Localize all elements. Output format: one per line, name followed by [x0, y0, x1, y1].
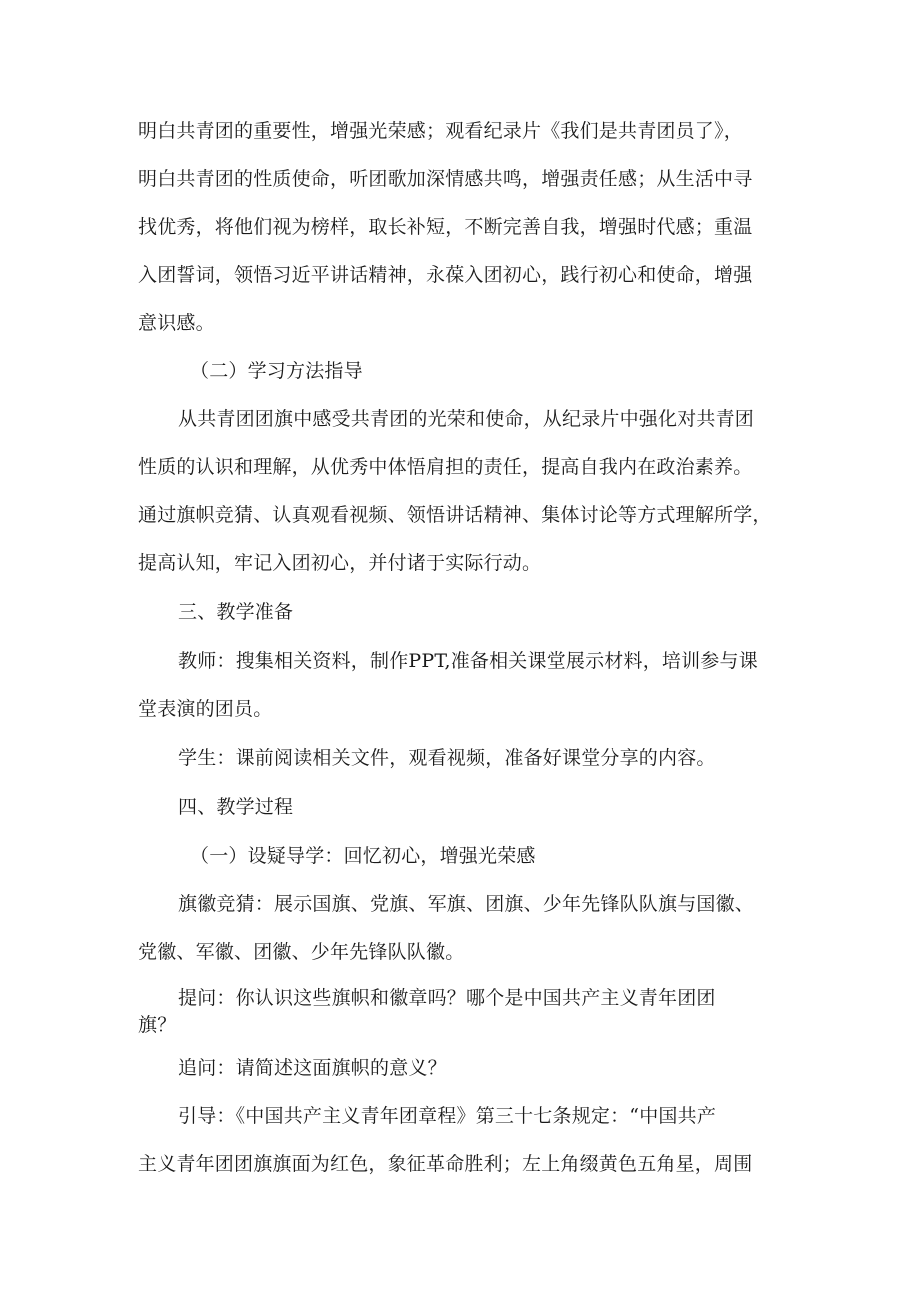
paragraph-line: 性质的认识和理解，从优秀中体悟肩担的责任，提高自我内在政治素养。: [138, 456, 753, 478]
paragraph-line: 教师：搜集相关资料，制作PPT,准备相关课堂展示材料，培训参与课: [178, 650, 758, 672]
paragraph-line: 党徽、军徽、团徽、少年先锋队队徽。: [138, 941, 465, 963]
section-heading: （二）学习方法指导: [190, 360, 363, 382]
paragraph-line: 追问：请简述这面旗帜的意义？: [178, 1057, 447, 1079]
paragraph-line: 旗？: [138, 1014, 177, 1036]
paragraph-line: 通过旗帜竞猜、认真观看视频、领悟讲话精神、集体讨论等方式理解所学，: [138, 504, 772, 526]
paragraph-line: 提高认知，牢记入团初心，并付诸于实际行动。: [138, 552, 542, 574]
paragraph-line: 入团誓词，领悟习近平讲话精神，永葆入团初心，践行初心和使命，增强: [138, 264, 753, 286]
paragraph-line: 明白共青团的重要性，增强光荣感；观看纪录片《我们是共青团员了》，: [138, 120, 743, 142]
paragraph-line: 学生：课前阅读相关文件，观看视频，准备好课堂分享的内容。: [178, 747, 716, 769]
paragraph-line: 提问：你认识这些旗帜和徽章吗？哪个是中国共产主义青年团团: [178, 987, 716, 1009]
section-heading: 四、教学过程: [178, 796, 294, 818]
paragraph-line: 堂表演的团员。: [138, 698, 273, 720]
paragraph-line: 找优秀，将他们视为榜样，取长补短，不断完善自我，增强时代感；重温: [138, 216, 753, 238]
section-heading: 三、教学准备: [178, 601, 294, 623]
paragraph-line: 旗徽竞猜：展示国旗、党旗、军旗、团旗、少年先锋队队旗与国徽、: [178, 893, 755, 915]
section-heading: （一）设疑导学：回忆初心，增强光荣感: [190, 845, 536, 867]
paragraph-line: 意识感。: [138, 312, 215, 334]
paragraph-line: 引导：《中国共产主义青年团章程》第三十七条规定：“中国共产: [178, 1105, 717, 1127]
paragraph-line: 明白共青团的性质使命，听团歌加深情感共鸣，增强责任感；从生活中寻: [138, 168, 753, 190]
paragraph-line: 从共青团团旗中感受共青团的光荣和使命，从纪录片中强化对共青团: [178, 408, 755, 430]
paragraph-line: 主义青年团团旗旗面为红色，象征革命胜利；左上角缀黄色五角星，周围: [138, 1153, 753, 1175]
